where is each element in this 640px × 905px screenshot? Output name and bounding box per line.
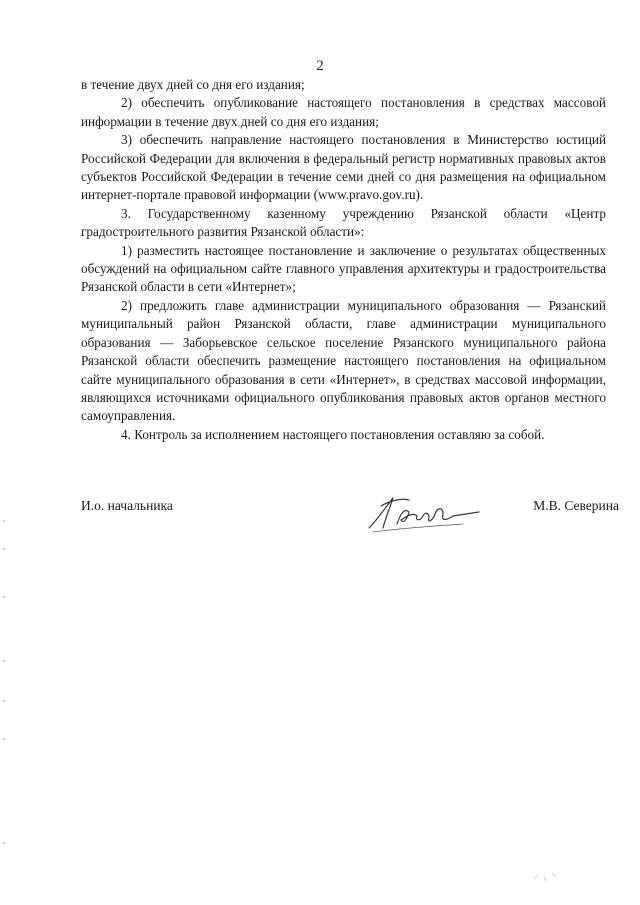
document-body	[81, 76, 606, 444]
paragraph: 2) обеспечить опубликование настоящего постановления в средствах массовой информации в течение двух дней со дня его издания;	[81, 95, 606, 129]
signatory-position: И.о. начальника	[81, 498, 173, 513]
paragraph: в течение двух дней со дня его издания;	[81, 77, 305, 92]
paragraph: 2) предложить главе администрации муниципального образования — Рязанский муниципальный район Рязанской области, главе администрации муниципального образования — Заборьевское сельское поселение Рязанского муниципального района Рязанской области обеспечить размещение настоящего постановления на официальном сайте муниципального образования в сети «Интернет», в средствах массовой информации, являющихся источниками официального опубликования правовых актов органов местного самоуправления.	[81, 297, 606, 424]
paragraph: 3) обеспечить направление настоящего постановления в Министерство юстиций Российской Федерации для включения в федеральный регистр нормативных правовых актов субъектов Российской Федерации в течение семи дней со дня размещения на официальном интернет-портале правовой информации (www.pravo.gov.ru).	[81, 132, 606, 203]
paragraph: 4. Контроль за исполнением настоящего постановления оставляю за собой.	[121, 426, 545, 442]
handwritten-signature	[363, 490, 483, 534]
paragraph: 3. Государственному казенному учреждению Рязанской области «Центр градостроительного развития Рязанской области»:	[81, 205, 606, 240]
paragraph: 1) разместить настоящее постановление и заключение о результатах общественных обсуждений на официальном сайте главного управления архитектуры и градостроительства Рязанской области в сети «Интернет»;	[81, 242, 606, 295]
signature-block	[81, 490, 619, 540]
signatory-name: М.В. Северина	[533, 498, 619, 513]
scan-corner-artifact	[530, 865, 570, 885]
page-number: 2	[316, 58, 324, 74]
scan-margin-artifacts	[0, 0, 8, 905]
